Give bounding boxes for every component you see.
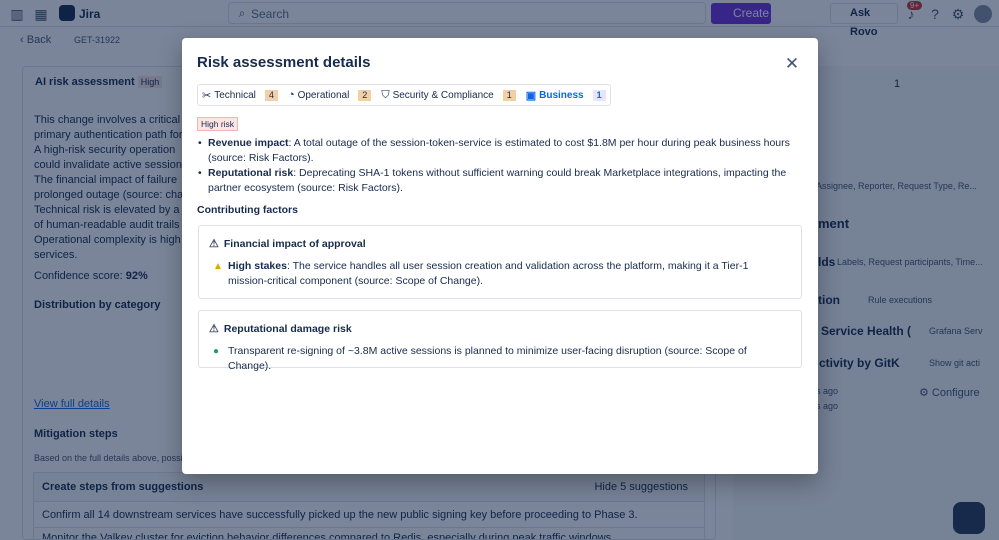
- tab-security-compliance[interactable]: [381, 86, 515, 104]
- factor-item: ▲ High stakes: The service handles all user session creation and validation across the platform, making it a Tier-1 mission-critical component (source: Scope of Change).: [213, 260, 749, 287]
- tab-operational[interactable]: [288, 86, 371, 104]
- contributing-factors-title: Contributing factors: [197, 204, 298, 216]
- close-icon[interactable]: ✕: [784, 54, 800, 73]
- category-tabs: [197, 84, 611, 106]
- factor-title: ⚠ Financial impact of approval: [209, 237, 366, 250]
- tab-label: Business: [539, 89, 584, 101]
- factor-item: ● Transparent re-signing of ~3.8M active sessions is planned to minimize user-facing disruption (source: Scope of Change).: [213, 345, 747, 372]
- gauge-icon: ◔: [287, 89, 295, 101]
- tab-label: Security & Compliance: [392, 89, 494, 101]
- warning-triangle-icon: ⚠: [209, 323, 219, 335]
- risk-assessment-modal: [182, 38, 818, 474]
- factor-card: [198, 225, 802, 299]
- shield-icon: ⛉: [381, 88, 390, 101]
- warning-icon: ▲: [213, 261, 223, 272]
- check-circle-icon: ●: [213, 346, 220, 357]
- tab-count: 1: [503, 90, 516, 101]
- tab-label: Operational: [297, 89, 350, 101]
- tab-count: 4: [265, 90, 278, 101]
- risk-bullet-list: [197, 136, 797, 196]
- warning-triangle-icon: ⚠: [209, 238, 219, 250]
- tab-technical[interactable]: [202, 86, 278, 104]
- tab-label: Technical: [214, 89, 256, 101]
- list-item: • Revenue impact: A total outage of the session-token-service is estimated to cost $1.8M per hour during peak business hours (source: Risk Factors).: [197, 136, 797, 165]
- tab-business[interactable]: [526, 86, 606, 104]
- briefcase-icon: ▣: [525, 89, 537, 102]
- tab-count: 1: [593, 90, 606, 101]
- tab-count: 2: [358, 90, 371, 101]
- wrench-icon: ✂: [202, 89, 212, 102]
- modal-title: Risk assessment details: [197, 54, 371, 71]
- factor-title: ⚠ Reputational damage risk: [209, 322, 352, 335]
- risk-level-badge: High risk: [197, 117, 238, 131]
- list-item: • Reputational risk: Deprecating SHA-1 tokens without sufficient warning could break Marketplace integrations, impacting the partner ecosystem (source: Risk Factors).: [197, 166, 797, 195]
- factor-card: [198, 310, 802, 372]
